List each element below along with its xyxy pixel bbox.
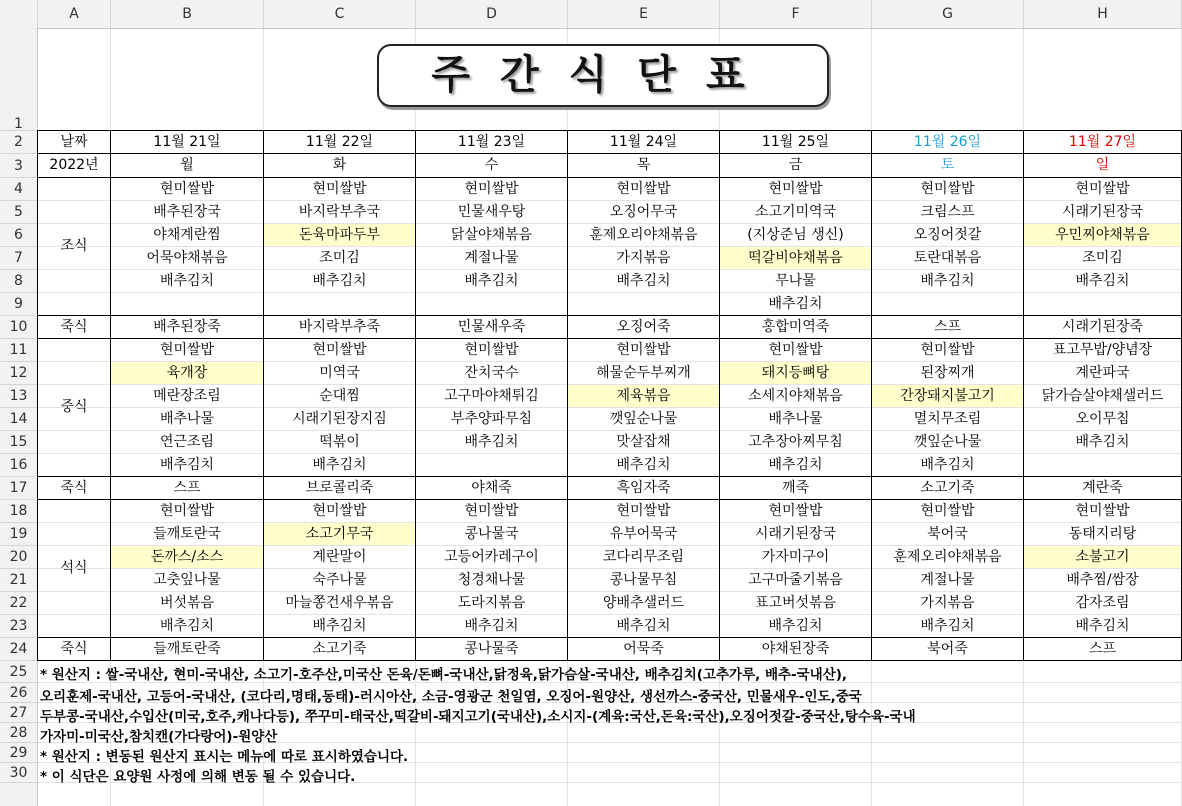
menu-item[interactable]: 현미쌀밥 bbox=[920, 503, 975, 519]
row-header-20[interactable]: 20 bbox=[0, 546, 37, 569]
menu-item[interactable]: 배추김치 bbox=[616, 273, 671, 289]
date-cell[interactable]: 11월 21일 bbox=[153, 134, 221, 150]
porridge-item[interactable]: 오징어죽 bbox=[616, 319, 671, 335]
menu-item[interactable]: 부추양파무침 bbox=[450, 411, 533, 427]
day-cell[interactable]: 월 bbox=[180, 157, 194, 173]
menu-item[interactable]: 현미쌀밥 bbox=[920, 181, 975, 197]
menu-item[interactable]: 현미쌀밥 bbox=[1075, 503, 1130, 519]
row-header-3[interactable]: 3 bbox=[0, 154, 37, 178]
menu-item[interactable]: 배추김치 bbox=[920, 273, 975, 289]
menu-item[interactable]: 오징어무국 bbox=[609, 204, 678, 220]
menu-item[interactable]: 현미쌀밥 bbox=[616, 181, 671, 197]
menu-item[interactable]: 제육볶음 bbox=[568, 385, 719, 407]
menu-item[interactable]: 오징어젓갈 bbox=[913, 227, 982, 243]
origin-note: * 이 식단은 요양원 사정에 의해 변동 될 수 있습니다. bbox=[40, 769, 356, 785]
menu-item[interactable] bbox=[1024, 454, 1181, 476]
menu-item[interactable]: 고등어카레구이 bbox=[444, 549, 539, 565]
menu-item[interactable]: 깻잎순나물 bbox=[913, 434, 982, 450]
menu-item[interactable]: 배추김치 bbox=[159, 273, 215, 289]
menu-item[interactable]: 우민찌야채볶음 bbox=[1024, 224, 1181, 246]
porridge-item[interactable]: 소고기죽 bbox=[312, 641, 367, 657]
row-header-13[interactable]: 13 bbox=[0, 385, 37, 408]
menu-item[interactable]: 무나물 bbox=[775, 273, 816, 289]
day-cell[interactable]: 목 bbox=[636, 157, 651, 173]
menu-item[interactable]: 닭가슴살야채샐러드 bbox=[1041, 388, 1164, 404]
menu-item[interactable]: 배추김치 bbox=[312, 273, 367, 289]
menu-item[interactable]: 미역국 bbox=[319, 365, 360, 381]
porridge-item[interactable]: 북어죽 bbox=[927, 641, 968, 657]
menu-item[interactable]: 멸치무조림 bbox=[913, 411, 982, 427]
menu-item[interactable]: 배추김치 bbox=[464, 273, 519, 289]
row-header-29[interactable]: 29 bbox=[0, 743, 37, 763]
menu-item[interactable]: 배추김치 bbox=[159, 618, 215, 634]
column-header-b[interactable]: B bbox=[111, 0, 264, 28]
menu-item[interactable]: 배추김치 bbox=[312, 618, 367, 634]
column-header-g[interactable]: G bbox=[872, 0, 1024, 28]
meal-label-dinner[interactable]: 석식 bbox=[60, 560, 88, 576]
column-header-a[interactable]: A bbox=[38, 0, 111, 28]
menu-item[interactable] bbox=[872, 293, 1023, 315]
menu-item[interactable]: 소세지야채볶음 bbox=[748, 388, 843, 404]
menu-item[interactable]: 크림스프 bbox=[920, 204, 975, 220]
menu-item[interactable] bbox=[416, 293, 567, 315]
day-cell[interactable]: 수 bbox=[484, 157, 499, 173]
porridge-item[interactable]: 야채죽 bbox=[471, 480, 512, 496]
row-header-9[interactable]: 9 bbox=[0, 293, 37, 316]
menu-item[interactable]: 현미쌀밥 bbox=[464, 503, 519, 519]
row-header-1[interactable]: 1 bbox=[0, 28, 37, 131]
menu-item[interactable]: 훈제오리야채볶음 bbox=[893, 549, 1002, 565]
menu-item[interactable] bbox=[1024, 293, 1181, 315]
table-border bbox=[1023, 130, 1024, 661]
menu-item[interactable]: 배추김치 bbox=[1075, 434, 1130, 450]
column-header-h[interactable]: H bbox=[1024, 0, 1182, 28]
row-header-30[interactable]: 30 bbox=[0, 763, 37, 783]
menu-item[interactable]: 간장돼지불고기 bbox=[872, 385, 1023, 407]
date-cell[interactable]: 11월 27일 bbox=[1068, 134, 1137, 150]
row-header-15[interactable]: 15 bbox=[0, 431, 37, 454]
porridge-item[interactable]: 들깨토란죽 bbox=[153, 641, 221, 657]
menu-item[interactable]: 배추김치 bbox=[616, 618, 671, 634]
meal-label-porridge[interactable]: 죽식 bbox=[60, 641, 88, 657]
porridge-item[interactable]: 배추된장죽 bbox=[153, 319, 221, 335]
table-border bbox=[37, 315, 1182, 316]
row-header-5[interactable]: 5 bbox=[0, 201, 37, 224]
menu-item[interactable]: 마늘쫑건새우볶음 bbox=[285, 595, 394, 611]
menu-item[interactable]: 해물순두부찌개 bbox=[596, 365, 691, 381]
row-header-26[interactable]: 26 bbox=[0, 683, 37, 703]
menu-item[interactable]: 청경채나물 bbox=[457, 572, 526, 588]
menu-item[interactable]: 소불고기 bbox=[1024, 546, 1181, 568]
menu-item[interactable]: 계란말이 bbox=[312, 549, 367, 565]
date-cell[interactable]: 11월 24일 bbox=[609, 134, 678, 150]
row-header-28[interactable]: 28 bbox=[0, 723, 37, 743]
menu-item[interactable]: 소고기미역국 bbox=[754, 204, 837, 220]
menu-item[interactable]: 현미쌀밥 bbox=[312, 181, 367, 197]
menu-item[interactable]: 고구마야채튀김 bbox=[444, 388, 539, 404]
meal-label-lunch[interactable]: 중식 bbox=[60, 399, 88, 415]
menu-item[interactable]: 현미쌀밥 bbox=[920, 342, 975, 358]
meal-label-breakfast[interactable]: 조식 bbox=[60, 238, 88, 254]
menu-item[interactable]: 깻잎순나물 bbox=[609, 411, 678, 427]
row-header-23[interactable]: 23 bbox=[0, 615, 37, 638]
menu-item[interactable]: 배추김치 bbox=[920, 618, 975, 634]
origin-note: * 원산지 : 쌀-국내산, 현미-국내산, 소고기-호주산,미국산 돈육/돈뼈-국내산,닭정육,닭가슴살-국내산, 배추김치(고추가루, 배추-국내산), bbox=[40, 667, 848, 683]
table-border bbox=[37, 153, 1182, 154]
menu-item[interactable]: 배추나물 bbox=[768, 411, 823, 427]
menu-item[interactable]: 배추김치 bbox=[312, 457, 367, 473]
row-header-17[interactable]: 17 bbox=[0, 477, 37, 500]
menu-item[interactable]: 잔치국수 bbox=[464, 365, 519, 381]
origin-note: 오리훈제-국내산, 고등어-국내산, (코다리,명태,동태)-러시아산, 소금-영광군 천일염, 오징어-원양산, 생선까스-중국산, 민물새우-인도,중국 bbox=[40, 689, 862, 705]
menu-item[interactable]: 고춧잎나물 bbox=[153, 572, 221, 588]
column-header-c[interactable]: C bbox=[264, 0, 416, 28]
row-header-12[interactable]: 12 bbox=[0, 362, 37, 385]
date-cell[interactable]: 11월 22일 bbox=[305, 134, 374, 150]
menu-item[interactable]: 떡갈비야채볶음 bbox=[720, 247, 871, 269]
menu-item[interactable]: 배추김치 bbox=[920, 457, 975, 473]
column-header-f[interactable]: F bbox=[720, 0, 872, 28]
page-title bbox=[377, 44, 829, 107]
date-label[interactable]: 날짜 bbox=[60, 134, 88, 150]
row-header-bar bbox=[0, 28, 38, 806]
menu-item[interactable]: 배추김치 bbox=[1075, 273, 1130, 289]
menu-item[interactable]: 현미쌀밥 bbox=[768, 503, 823, 519]
menu-item[interactable] bbox=[111, 293, 263, 315]
menu-item[interactable]: 순대찜 bbox=[319, 388, 360, 404]
menu-item[interactable]: 돈까스/소스 bbox=[111, 546, 263, 568]
column-header-d[interactable]: D bbox=[416, 0, 568, 28]
menu-item[interactable]: 동태지리탕 bbox=[1068, 526, 1137, 542]
menu-item[interactable]: 버섯볶음 bbox=[159, 595, 215, 611]
porridge-item[interactable]: 브로콜리죽 bbox=[305, 480, 374, 496]
porridge-item[interactable]: 깨죽 bbox=[781, 480, 810, 496]
menu-item[interactable]: 떡볶이 bbox=[319, 434, 360, 450]
menu-item[interactable]: 배추찜/쌈장 bbox=[1066, 572, 1139, 588]
menu-item[interactable]: 고구마줄기볶음 bbox=[748, 572, 843, 588]
porridge-item[interactable]: 스프 bbox=[173, 480, 201, 496]
day-cell[interactable]: 금 bbox=[788, 157, 803, 173]
row-header-27[interactable]: 27 bbox=[0, 703, 37, 723]
porridge-item[interactable]: 스프 bbox=[933, 319, 962, 335]
menu-item[interactable]: 오이무침 bbox=[1075, 411, 1130, 427]
table-border bbox=[415, 130, 416, 661]
title-text: 주간식단표 bbox=[431, 52, 775, 98]
table-border bbox=[37, 338, 1182, 339]
menu-item[interactable]: 조미김 bbox=[1082, 250, 1123, 266]
menu-item[interactable]: 도라지볶음 bbox=[457, 595, 526, 611]
menu-item[interactable]: 배추된장국 bbox=[153, 204, 221, 220]
table-border bbox=[37, 130, 38, 661]
porridge-item[interactable]: 어묵죽 bbox=[623, 641, 664, 657]
menu-item[interactable] bbox=[416, 454, 567, 476]
menu-item[interactable] bbox=[264, 293, 415, 315]
menu-item[interactable]: 현미쌀밥 bbox=[159, 342, 215, 358]
menu-item[interactable]: 감자조림 bbox=[1075, 595, 1130, 611]
menu-item[interactable]: 계절나물 bbox=[464, 250, 519, 266]
row-header-14[interactable]: 14 bbox=[0, 408, 37, 431]
menu-item[interactable]: 닭살야채볶음 bbox=[450, 227, 533, 243]
row-header-25[interactable]: 25 bbox=[0, 661, 37, 683]
table-border bbox=[37, 660, 1182, 661]
day-cell[interactable]: 화 bbox=[332, 157, 347, 173]
porridge-item[interactable]: 흑임자죽 bbox=[616, 480, 671, 496]
menu-item[interactable]: 소고기무국 bbox=[264, 523, 415, 545]
menu-item[interactable]: 현미쌀밥 bbox=[159, 503, 215, 519]
menu-item[interactable]: 현미쌀밥 bbox=[464, 342, 519, 358]
menu-item[interactable]: 현미쌀밥 bbox=[768, 181, 823, 197]
menu-item[interactable]: 시래기된장국 bbox=[754, 526, 837, 542]
menu-item[interactable]: 연근조림 bbox=[159, 434, 215, 450]
menu-item[interactable]: 배추김치 bbox=[616, 457, 671, 473]
table-border bbox=[871, 130, 872, 661]
column-header-bar bbox=[0, 0, 1182, 29]
menu-item[interactable]: 가자미구이 bbox=[761, 549, 830, 565]
menu-item[interactable]: 현미쌀밥 bbox=[159, 181, 215, 197]
menu-item[interactable]: 계절나물 bbox=[920, 572, 975, 588]
menu-item[interactable]: (지상준님 생신) bbox=[747, 227, 844, 243]
menu-item[interactable]: 배추김치 bbox=[768, 457, 823, 473]
table-border bbox=[37, 130, 1182, 131]
menu-item[interactable]: 가지볶음 bbox=[616, 250, 671, 266]
row-header-4[interactable]: 4 bbox=[0, 178, 37, 201]
row-header-19[interactable]: 19 bbox=[0, 523, 37, 546]
menu-item[interactable]: 돼지등뼈탕 bbox=[720, 362, 871, 384]
menu-item[interactable]: 된장찌개 bbox=[920, 365, 975, 381]
meal-label-porridge[interactable]: 죽식 bbox=[60, 480, 88, 496]
menu-item[interactable]: 맛살잡채 bbox=[616, 434, 671, 450]
menu-item[interactable]: 표고무밥/양념장 bbox=[1052, 342, 1153, 358]
origin-note: * 원산지 : 변동된 원산지 표시는 메뉴에 따로 표시하였습니다. bbox=[40, 749, 409, 765]
menu-item[interactable]: 양배추샐러드 bbox=[602, 595, 685, 611]
row-header-11[interactable]: 11 bbox=[0, 339, 37, 362]
porridge-item[interactable]: 야채된장죽 bbox=[761, 641, 830, 657]
menu-item[interactable] bbox=[568, 293, 719, 315]
menu-item[interactable]: 현미쌀밥 bbox=[312, 503, 367, 519]
porridge-item[interactable]: 스프 bbox=[1088, 641, 1117, 657]
table-border bbox=[567, 130, 568, 661]
menu-item[interactable]: 메란장조림 bbox=[153, 388, 221, 404]
menu-item[interactable]: 배추김치 bbox=[1075, 618, 1130, 634]
row-header-18[interactable]: 18 bbox=[0, 500, 37, 523]
date-cell[interactable]: 11월 23일 bbox=[457, 134, 526, 150]
menu-item[interactable]: 코다리무조림 bbox=[602, 549, 685, 565]
menu-item[interactable]: 시래기된장국 bbox=[1061, 204, 1144, 220]
menu-item[interactable]: 배추김치 bbox=[768, 296, 823, 312]
porridge-item[interactable]: 홍합미역죽 bbox=[761, 319, 830, 335]
porridge-item[interactable]: 소고기죽 bbox=[920, 480, 975, 496]
menu-item[interactable]: 현미쌀밥 bbox=[1075, 181, 1130, 197]
menu-item[interactable]: 배추김치 bbox=[464, 434, 519, 450]
date-cell[interactable]: 11월 25일 bbox=[761, 134, 830, 150]
menu-item[interactable]: 야채계란찜 bbox=[153, 227, 221, 243]
menu-item[interactable]: 콩나물국 bbox=[464, 526, 519, 542]
origin-note: 두부콩-국내산,수입산(미국,호주,캐나다등), 쭈꾸미-태국산,떡갈비-돼지고기(국내산),소시지-(계육:국산,돈육:국산),오징어젓갈-중국산,탕수육-국내 bbox=[40, 709, 916, 725]
menu-item[interactable]: 콩나물무침 bbox=[609, 572, 678, 588]
select-all-corner[interactable] bbox=[0, 0, 38, 28]
menu-item[interactable]: 배추김치 bbox=[768, 618, 823, 634]
menu-item[interactable]: 토란대볶음 bbox=[913, 250, 982, 266]
porridge-item[interactable]: 콩나물죽 bbox=[464, 641, 519, 657]
menu-item[interactable]: 현미쌀밥 bbox=[616, 342, 671, 358]
menu-item[interactable]: 육개장 bbox=[111, 362, 263, 384]
menu-item[interactable]: 표고버섯볶음 bbox=[754, 595, 837, 611]
menu-item[interactable]: 고추장아찌무침 bbox=[748, 434, 843, 450]
porridge-item[interactable]: 바지락부추죽 bbox=[298, 319, 381, 335]
menu-item[interactable]: 계란파국 bbox=[1075, 365, 1130, 381]
menu-item[interactable]: 바지락부추국 bbox=[298, 204, 381, 220]
row-header-10[interactable]: 10 bbox=[0, 316, 37, 339]
row-header-21[interactable]: 21 bbox=[0, 569, 37, 592]
row-header-22[interactable]: 22 bbox=[0, 592, 37, 615]
porridge-item[interactable]: 민물새우죽 bbox=[457, 319, 526, 335]
table-border bbox=[37, 177, 1182, 178]
menu-item[interactable]: 배추나물 bbox=[159, 411, 215, 427]
row-header-2[interactable]: 2 bbox=[0, 131, 37, 154]
menu-item[interactable]: 북어국 bbox=[927, 526, 968, 542]
table-border bbox=[37, 476, 1182, 477]
menu-item[interactable]: 들깨토란국 bbox=[153, 526, 221, 542]
menu-item[interactable]: 현미쌀밥 bbox=[616, 503, 671, 519]
menu-item[interactable]: 유부어묵국 bbox=[609, 526, 678, 542]
day-cell[interactable]: 일 bbox=[1095, 157, 1110, 173]
menu-item[interactable]: 조미김 bbox=[319, 250, 360, 266]
menu-item[interactable]: 배추김치 bbox=[464, 618, 519, 634]
porridge-item[interactable]: 시래기된장죽 bbox=[1061, 319, 1144, 335]
table-border bbox=[37, 499, 1182, 500]
menu-item[interactable]: 가지볶음 bbox=[920, 595, 975, 611]
day-cell[interactable]: 토 bbox=[940, 157, 955, 173]
menu-item[interactable]: 훈제오리야채볶음 bbox=[589, 227, 698, 243]
origin-note: 가자미-미국산,참치캔(가다랑어)-원양산 bbox=[40, 729, 278, 745]
table-border bbox=[110, 130, 111, 661]
menu-item[interactable]: 숙주나물 bbox=[312, 572, 367, 588]
porridge-item[interactable]: 계란죽 bbox=[1082, 480, 1123, 496]
row-header-6[interactable]: 6 bbox=[0, 224, 37, 247]
date-cell[interactable]: 11월 26일 bbox=[913, 134, 982, 150]
menu-item[interactable]: 민물새우탕 bbox=[457, 204, 526, 220]
menu-item[interactable]: 돈육마파두부 bbox=[264, 224, 415, 246]
menu-item[interactable]: 현미쌀밥 bbox=[768, 342, 823, 358]
column-header-e[interactable]: E bbox=[568, 0, 720, 28]
menu-item[interactable]: 현미쌀밥 bbox=[312, 342, 367, 358]
table-border bbox=[719, 130, 720, 661]
menu-item[interactable]: 현미쌀밥 bbox=[464, 181, 519, 197]
menu-item[interactable]: 어묵야채볶음 bbox=[146, 250, 228, 266]
menu-item[interactable]: 배추김치 bbox=[159, 457, 215, 473]
table-border bbox=[37, 637, 1182, 638]
row-header-8[interactable]: 8 bbox=[0, 270, 37, 293]
row-header-24[interactable]: 24 bbox=[0, 638, 37, 661]
menu-item[interactable]: 시래기된장지짐 bbox=[292, 411, 387, 427]
row-header-16[interactable]: 16 bbox=[0, 454, 37, 477]
row-header-7[interactable]: 7 bbox=[0, 247, 37, 270]
table-border bbox=[263, 130, 264, 661]
meal-label-porridge[interactable]: 죽식 bbox=[60, 319, 88, 335]
year-label[interactable]: 2022년 bbox=[49, 157, 99, 173]
